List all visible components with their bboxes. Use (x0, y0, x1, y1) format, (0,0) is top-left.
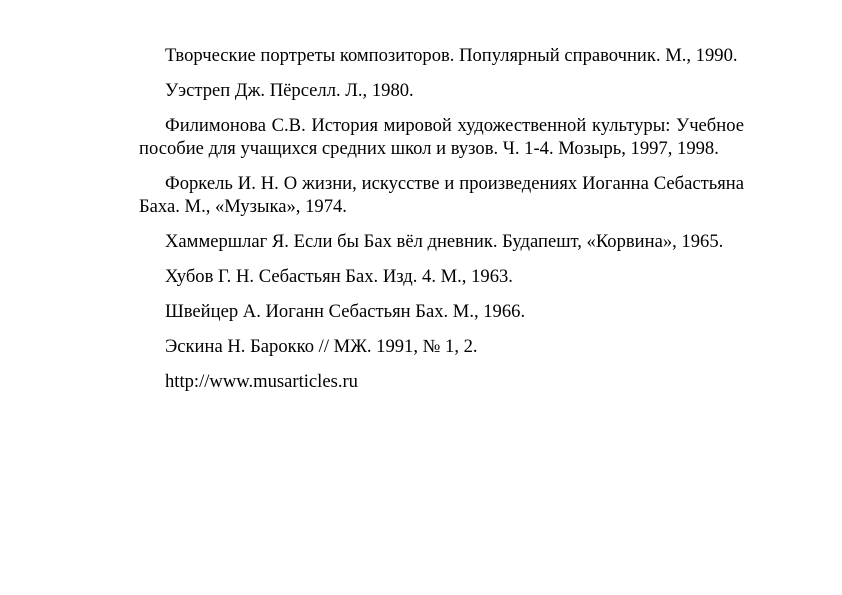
reference-item: Хаммершлаг Я. Если бы Бах вёл дневник. Будапешт, «Корвина», 1965. (165, 231, 724, 252)
reference-item: Швейцер А. Иоганн Себастьян Бах. М., 1966. (165, 301, 526, 322)
reference-url: http://www.musarticles.ru (165, 371, 358, 392)
reference-item: Форкель И. Н. О жизни, искусстве и произведениях Иоганна Себастьяна Баха. М., «Музыка», 1974. (139, 173, 744, 217)
reference-item: Хубов Г. Н. Себастьян Бах. Изд. 4. М., 1963. (165, 266, 513, 287)
reference-list (139, 44, 744, 405)
reference-item: Уэстреп Дж. Пёрселл. Л., 1980. (165, 80, 414, 101)
reference-item: Творческие портреты композиторов. Популярный справочник. М., 1990. (165, 45, 738, 66)
reference-item: Эскина Н. Барокко // МЖ. 1991, № 1, 2. (165, 336, 478, 357)
reference-item: Филимонова С.В. История мировой художественной культуры: Учебное пособие для учащихся средних школ и вузов. Ч. 1-4. Мозырь, 1997, 1998. (139, 115, 744, 159)
